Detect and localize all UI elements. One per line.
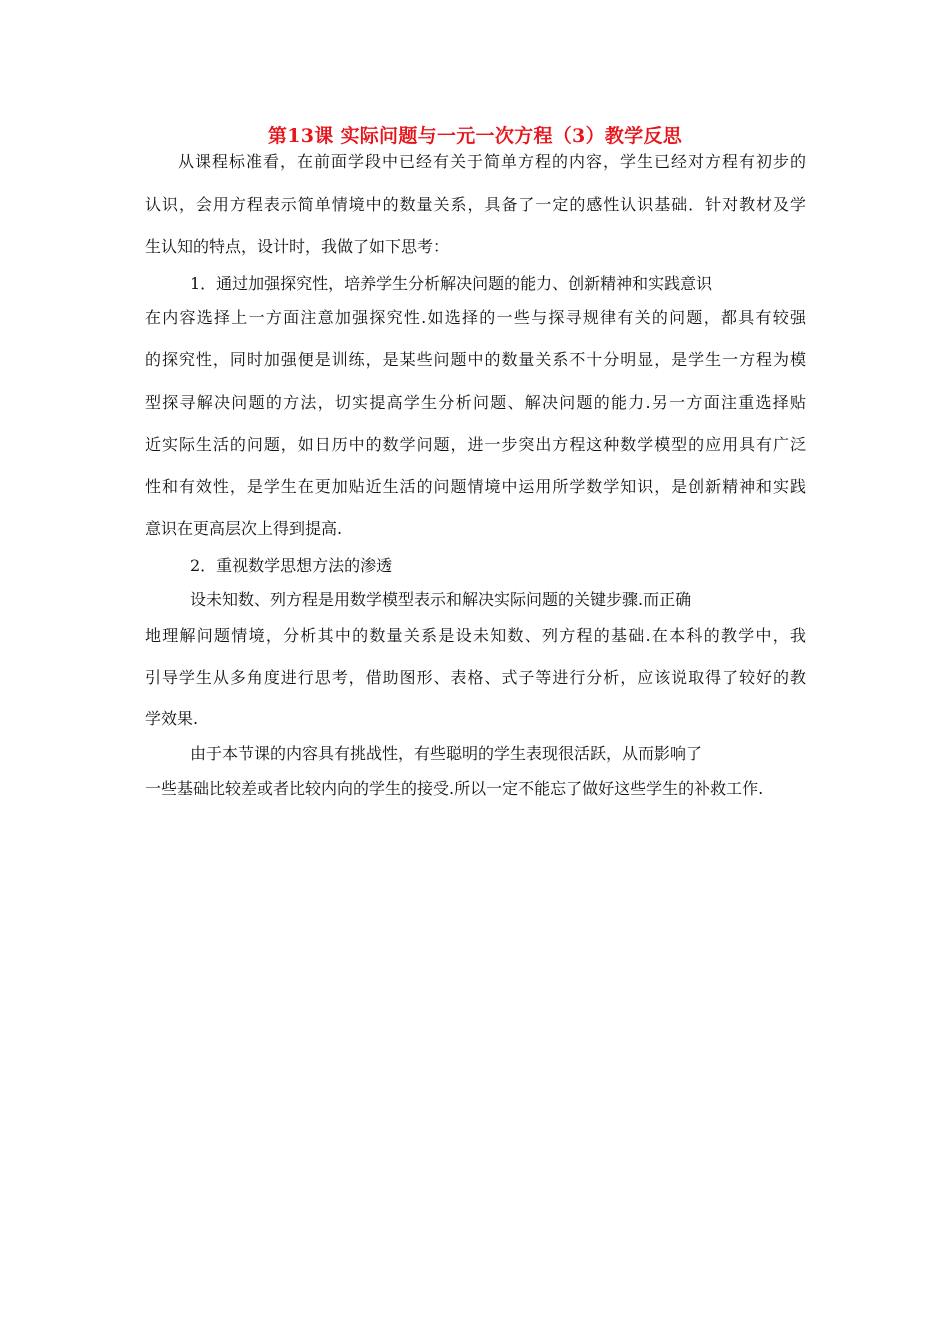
paragraph-line: 地理解问题情境，分析其中的数量关系是设未知数、列方程的基础.在本科的教学中，我 — [145, 626, 806, 645]
paragraph-line: 近实际生活的问题，如日历中的数学问题，进一步突出方程这种数学模型的应用具有广泛 — [145, 435, 806, 454]
paragraph-line: 一些基础比较差或者比较内向的学生的接受.所以一定不能忘了做好这些学生的补救工作. — [145, 779, 764, 798]
paragraph-line: 的探究性，同时加强便是训练，是某些问题中的数量关系不十分明显，是学生一方程为模 — [145, 350, 806, 369]
paragraph-line: 引导学生从多角度进行思考，借助图形、表格、式子等进行分析，应该说取得了较好的教 — [145, 668, 806, 687]
paragraph-line: 性和有效性，是学生在更加贴近生活的问题情境中运用所学数学知识，是创新精神和实践 — [145, 477, 806, 496]
document-title: 第13课 实际问题与一元一次方程（3）教学反思 — [267, 125, 683, 147]
paragraph-line: 从课程标准看，在前面学段中已经有关于简单方程的内容，学生已经对方程有初步的 — [178, 152, 806, 171]
paragraph-line: 型探寻解决问题的方法，切实提高学生分析问题、解决问题的能力.另一方面注重选择贴 — [145, 393, 806, 412]
paragraph-line: 设未知数、列方程是用数学模型表示和解决实际问题的关键步骤.而正确 — [190, 590, 692, 609]
paragraph-line: 生认知的特点，设计时，我做了如下思考： — [145, 237, 450, 256]
paragraph-line: 由于本节课的内容具有挑战性，有些聪明的学生表现很活跃，从而影响了 — [190, 744, 703, 763]
section-heading: 2．重视数学思想方法的渗透 — [190, 556, 393, 575]
section-heading: 1．通过加强探究性，培养学生分析解决问题的能力、创新精神和实践意识 — [190, 274, 713, 293]
paragraph-line: 认识，会用方程表示简单情境中的数量关系，具备了一定的感性认识基础．针对教材及学 — [145, 195, 806, 214]
paragraph-line: 在内容选择上一方面注意加强探究性.如选择的一些与探寻规律有关的问题，都具有较强 — [145, 308, 806, 327]
paragraph-line: 意识在更高层次上得到提高. — [145, 519, 343, 538]
paragraph-line: 学效果. — [145, 709, 199, 728]
